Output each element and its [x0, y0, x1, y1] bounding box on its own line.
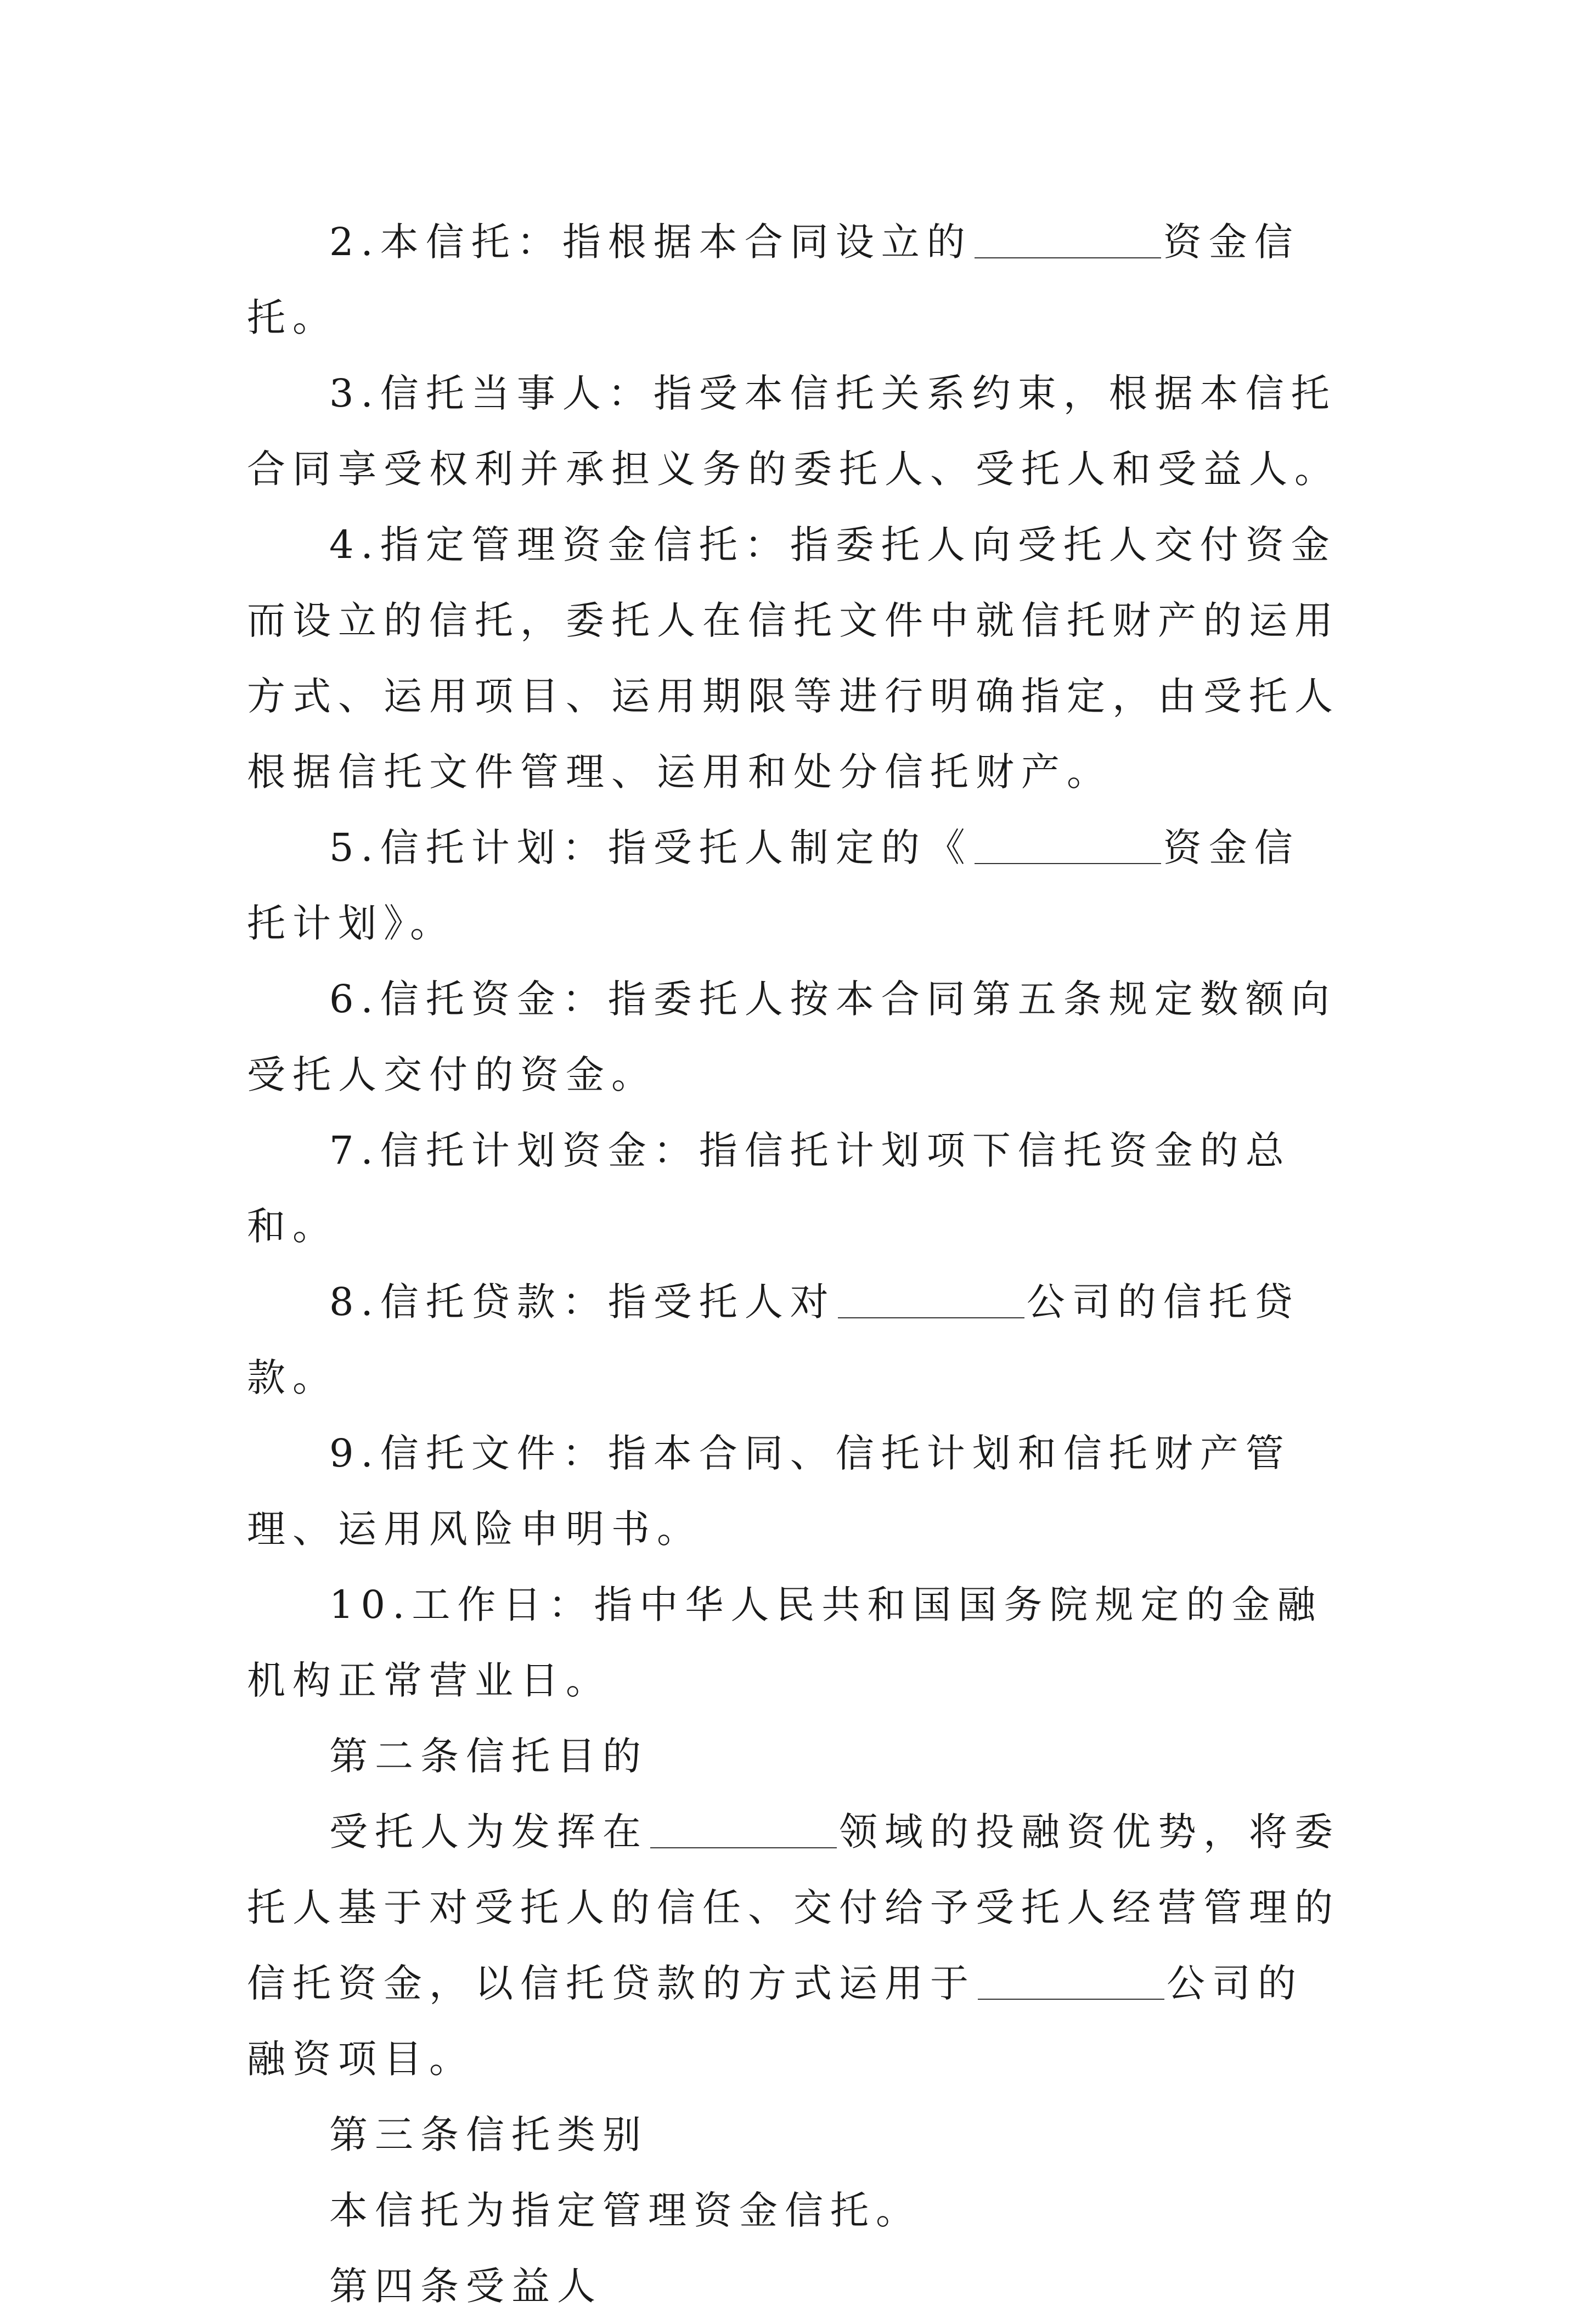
definition-10: [247, 1567, 1344, 1718]
text-segment: 6.信托资金：指委托人按本合同第五条规定数额向受托人交付的资金。: [247, 977, 1337, 1097]
fill-in-blank[interactable]: [978, 1960, 1164, 2000]
text-segment: 第三条信托类别: [329, 2112, 648, 2157]
definition-7: [247, 1113, 1344, 1264]
fill-in-blank[interactable]: [975, 825, 1161, 864]
definition-5: [247, 810, 1344, 961]
text-segment: 受托人为发挥在: [329, 1809, 648, 1854]
text-segment: 第二条信托目的: [329, 1734, 648, 1779]
text-segment: 9.信托文件：指本合同、信托计划和信托财产管理、运用风险申明书。: [247, 1431, 1291, 1552]
text-segment: 3.信托当事人：指受本信托关系约束，根据本信托合同享受权利并承担义务的委托人、受托人和受益人。: [247, 371, 1340, 492]
article-4-heading: [247, 2248, 1344, 2324]
text-segment: 本信托为指定管理资金信托。: [329, 2188, 921, 2233]
definition-9: [247, 1415, 1344, 1567]
document-page: [247, 204, 1344, 2324]
text-segment: 2.本信托：指根据本合同设立的: [329, 219, 972, 264]
definition-3: [247, 356, 1344, 507]
text-segment: 10.工作日：指中华人民共和国国务院规定的金融机构正常营业日。: [247, 1582, 1323, 1703]
definition-4: [247, 507, 1344, 810]
fill-in-blank[interactable]: [838, 1279, 1024, 1318]
text-segment: 第四条受益人: [329, 2264, 602, 2309]
definition-8: [247, 1264, 1344, 1415]
fill-in-blank[interactable]: [650, 1809, 837, 1848]
text-segment: 领域的投融资优势，将委托人基于对受托人的信任、交付给予受托人经营管理的信托资金，以信托贷款的方式运用于: [247, 1809, 1340, 2006]
article-3-body: [247, 2173, 1344, 2248]
text-segment: 4.指定管理资金信托：指委托人向受托人交付资金而设立的信托，委托人在信托文件中就信托财产的运用方式、运用项目、运用期限等进行明确指定，由受托人根据信托文件管理、运用和处分信托财产。: [247, 522, 1340, 794]
text-segment: 5.信托计划：指受托人制定的《: [329, 825, 972, 870]
article-3-heading: [247, 2097, 1344, 2173]
text-segment: 公司的融资项目。: [247, 1961, 1303, 2082]
article-2-heading: [247, 1718, 1344, 1794]
text-segment: 7.信托计划资金：指信托计划项下信托资金的总和。: [247, 1128, 1291, 1249]
text-segment: 8.信托贷款：指受托人对: [329, 1279, 836, 1324]
definition-2: [247, 204, 1344, 356]
text-segment: 公司的信托贷款。: [247, 1279, 1300, 1400]
text-segment: 资金信托计划》。: [247, 825, 1300, 946]
definition-6: [247, 961, 1344, 1113]
text-segment: 资金信托。: [247, 219, 1300, 340]
article-2-body: [247, 1794, 1344, 2097]
fill-in-blank[interactable]: [975, 219, 1161, 258]
